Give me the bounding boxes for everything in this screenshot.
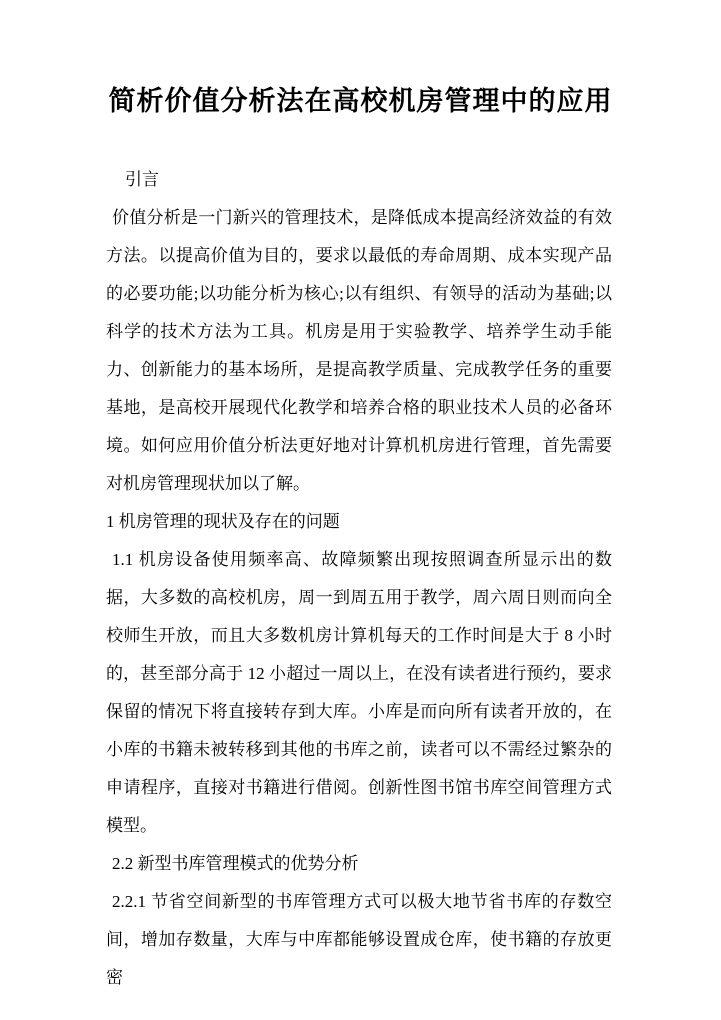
- paragraph-section-2-2-heading: 2.2 新型书库管理模式的优势分析: [112, 854, 359, 873]
- paragraph-intro-heading: 引言: [125, 170, 159, 189]
- document-body: [106, 161, 612, 997]
- document-title: 简析价值分析法在高校机房管理中的应用: [108, 86, 613, 116]
- paragraph-section-2-2-1-body: 2.2.1 节省空间新型的书库管理方式可以极大地节省书库的存数空间，增加存数量，大库与中库都能够设置成仓库，使书籍的存放更密: [106, 892, 612, 987]
- paragraph-section-1-heading: 1 机房管理的现状及存在的问题: [106, 512, 340, 531]
- paragraph-intro-body: 价值分析是一门新兴的管理技术，是降低成本提高经济效益的有效方法。以提高价值为目的，要求以最低的寿命周期、成本实现产品的必要功能;以功能分析为核心;以有组织、有领导的活动为基础;以科学的技术方法为工具。机房是用于实验教学、培养学生动手能力、创新能力的基本场所，是提高教学质量、完成教学任务的重要基地，是高校开展现代化教学和培养合格的职业技术人员的必备环境。如何应用价值分析法更好地对计算机机房进行管理，首先需要对机房管理现状加以了解。: [106, 208, 612, 493]
- paragraph-section-1-1-body: 1.1 机房设备使用频率高、故障频繁出现按照调查所显示出的数据，大多数的高校机房，周一到周五用于教学，周六周日则而向全校师生开放，而且大多数机房计算机每天的工作时间是大于 8 小时的，甚至部分高于 12 小超过一周以上，在没有读者进行预约，要求保留的情况下将直接转存到大库。小库是而向所有读者开放的，在小库的书籍未被转移到其他的书库之前，读者可以不需经过繁杂的申请程序，直接对书籍进行借阅。创新性图书馆书库空间管理方式模型。: [106, 550, 612, 835]
